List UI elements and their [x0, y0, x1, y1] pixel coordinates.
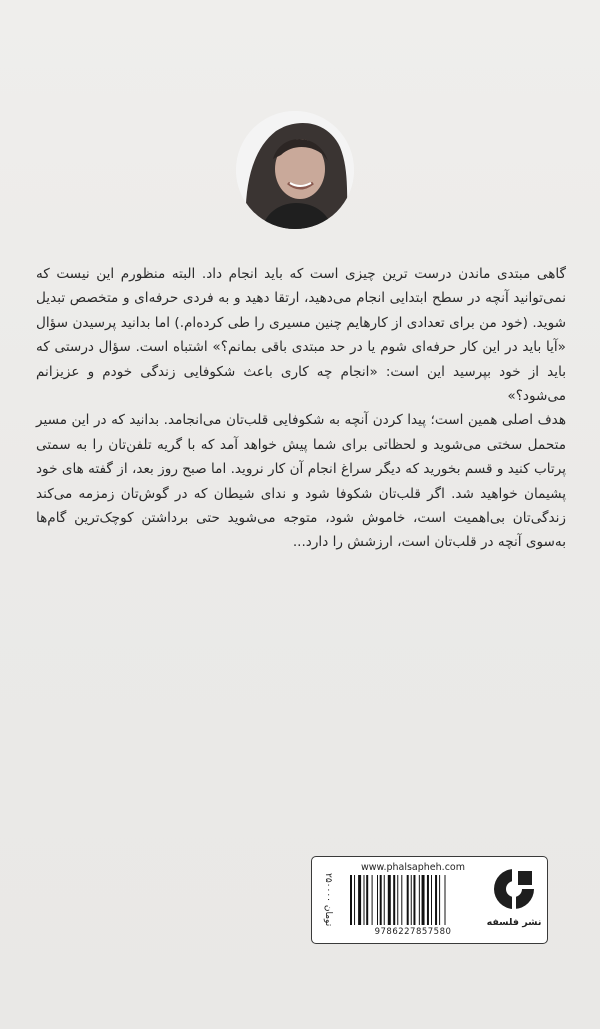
price-label	[317, 862, 339, 938]
price-text: ۲۵۰۰۰۰ تومان	[323, 873, 333, 927]
publisher-logo-icon	[492, 867, 536, 913]
publisher-website: www.phalsapheh.com	[361, 862, 465, 873]
barcode-panel	[311, 856, 548, 944]
paragraph-2: هدف اصلی همین است؛ پیدا کردن آنچه به شکوفایی قلب‌تان می‌انجامد. بدانید که در این مسیر متحمل سختی می‌شوید و لحظاتی برای شما پیش خواهد آمد که با گریه تلفن‌تان را به سمتی پرتاب کنید و قسم بخورید که دیگر سراغ انجام آن کار نروید. اما صبح روز بعد، از گفته های خود پشیمان خواهید شد. اگر قلب‌تان شکوفا شود و ندای شیطان که در گوش‌تان زمزمه می‌کند زندگی‌تان بی‌اهمیت است، خاموش شود، متوجه می‌شوید حتی برداشتن کوچک‌ترین گام‌ها به‌سوی آنچه در قلب‌تان است، ارزشش را دارد...	[36, 412, 566, 551]
author-photo	[236, 111, 354, 229]
barcode-icon	[348, 875, 478, 925]
paragraph-1: گاهی مبتدی ماندن درست ترین چیزی است که باید انجام داد. البته منظورم این نیست که نمی‌توانید آنچه در سطح ابتدایی انجام می‌دهید، ارتقا دهید و به فردی حرفه‌ای و متخصص تبدیل شوید. (خود من برای تعدادی از کارهایم چنین مسیری را طی کرده‌ام.) اما بدانید پرسیدن سؤال «آیا باید در این کار حرفه‌ای شوم یا در حد مبتدی باقی بمانم؟» اشتباه است. سؤال درستی که باید از خود بپرسید این است: «انجام چه کاری باعث شکوفایی زندگی خودم و عزیزانم می‌شود؟»	[36, 266, 566, 405]
publisher-name: نشر فلسفه	[486, 917, 542, 928]
isbn-number: 9786227857580	[374, 927, 452, 937]
author-photo-image	[236, 111, 354, 229]
back-cover-text	[36, 262, 566, 555]
